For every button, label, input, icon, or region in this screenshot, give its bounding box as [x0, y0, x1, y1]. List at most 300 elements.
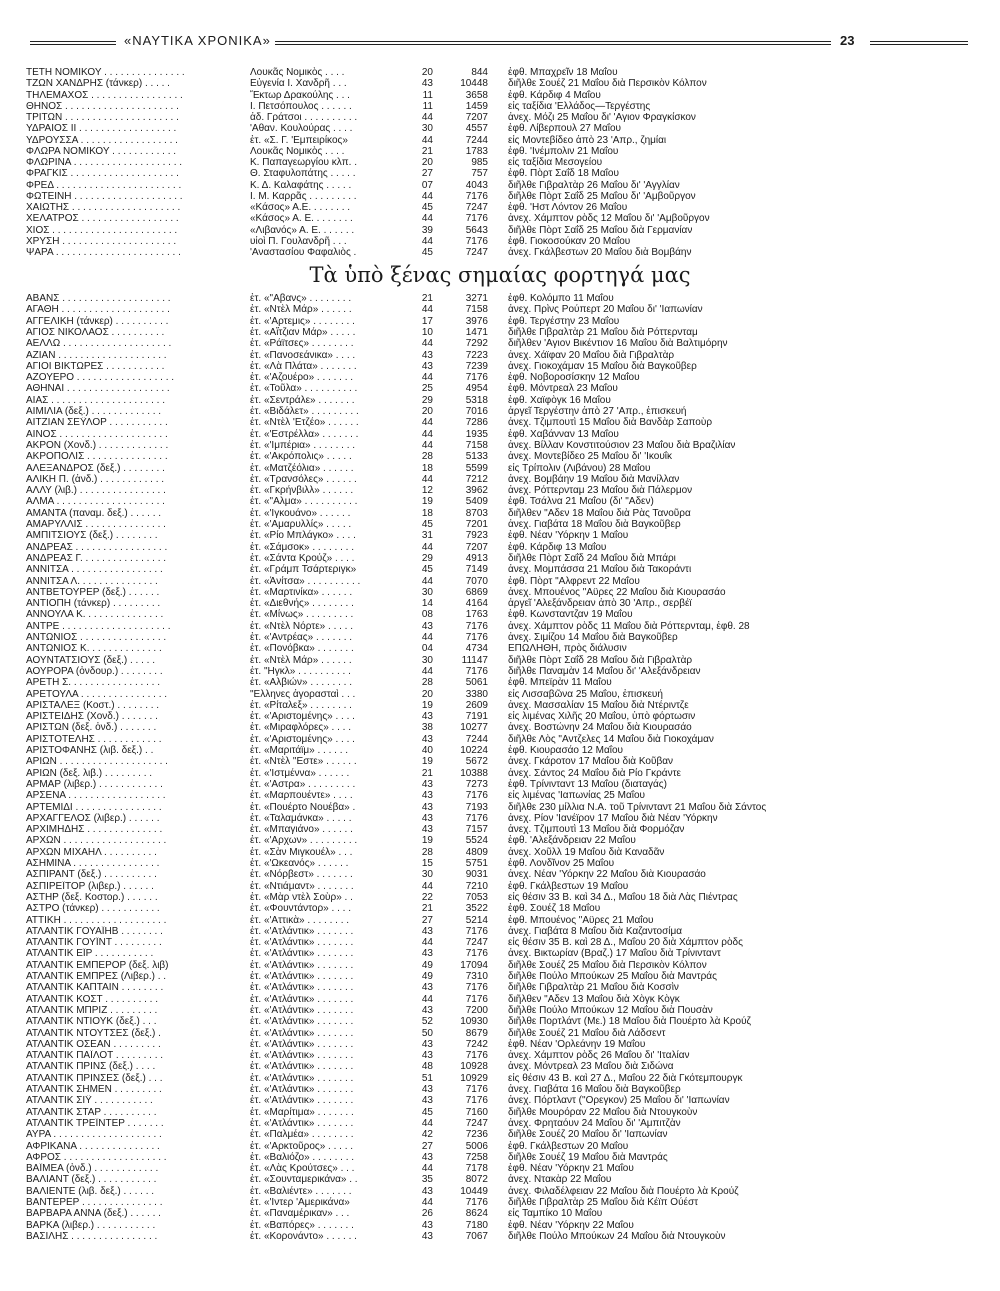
- ship-age: 44: [421, 575, 433, 587]
- ship-row: [0, 858, 1000, 869]
- ship-name: ΑΟΥΡΟΡΑ (ὀνδουρ.) . . . . . . . .: [26, 665, 163, 677]
- ship-age: 21: [421, 293, 433, 304]
- ship-status: ἀνεχ. Μόντρεαλ 23 Μαΐου διὰ Σιδώνα: [508, 1061, 674, 1073]
- ship-age: 12: [421, 485, 433, 497]
- ship-status: εἰς λιμένας Χιλῆς 20 Μαΐου, ὑπὸ φόρτωσιν: [508, 711, 696, 723]
- ship-age: 43: [421, 982, 433, 994]
- ship-row: [0, 429, 1000, 440]
- ship-row: [0, 213, 1000, 224]
- ship-tonnage: 7176: [465, 190, 488, 202]
- ship-status: ἐφθ. Χαβάνναν 13 Μαΐου: [508, 428, 619, 440]
- ship-age: 44: [421, 1117, 433, 1129]
- ship-status: διῆλθεν 'Αγιον Βικέντιον 16 Μαΐου διὰ Βαλτιμόρην: [508, 338, 728, 350]
- ship-tonnage: 10224: [460, 745, 488, 756]
- ship-status: ἐφθ. Λίβερπουλ 27 Μαΐου: [508, 123, 621, 135]
- ship-owner: ἐτ. «'Αντρέας» . . . . . . .: [250, 632, 353, 643]
- ship-name: ΑΝΝΟΥΛΑ Κ. . . . . . . . . . . . . . .: [26, 609, 164, 621]
- ship-owner: ἐτ. «'Ωκεανός» . . . . . .: [250, 858, 349, 869]
- ship-name: ΑΦΡΙΚΑΝΑ . . . . . . . . . . . . . . .: [26, 1140, 160, 1152]
- header-rule-right: [870, 41, 968, 45]
- ship-age: 19: [421, 496, 433, 508]
- ship-name: ΑΡΜΑΡ (λιβερ.) . . . . . . . . . . . .: [26, 778, 163, 790]
- ship-age: 44: [421, 1163, 433, 1175]
- ship-tonnage: 8624: [465, 1208, 488, 1220]
- ship-owner: Κ. Δ. Καλαφάτης . . . . .: [250, 179, 352, 191]
- ship-age: 43: [421, 1230, 433, 1242]
- ship-owner: ἐτ. «'Αριστομένης» . . . .: [250, 733, 355, 745]
- ship-status: διῆλθε Σουέζ 21 Μαΐου διὰ Λάδσεντ: [508, 1027, 666, 1039]
- ship-status: ἐφθ. Γιοκοσούκαν 20 Μαΐου: [508, 235, 631, 247]
- header-rule-middle: [275, 41, 831, 45]
- ship-tonnage: 3271: [465, 293, 488, 304]
- ship-age: 27: [421, 1140, 433, 1152]
- ship-name: ΑΡΙΣΤΑΛΕΞ (Κοστ.) . . . . . . . .: [26, 699, 160, 711]
- ship-row: [0, 1005, 1000, 1016]
- ship-name: ΦΛΩΡΑ ΝΟΜΙΚΟΥ . . . . . . . . . . . .: [26, 145, 177, 157]
- ship-age: 27: [421, 914, 433, 926]
- ship-tonnage: 7176: [465, 1197, 488, 1208]
- ship-tonnage: 7193: [465, 801, 488, 813]
- ship-owner: ἐτ. «'Αρκτοῦρος» . . . . .: [250, 1140, 354, 1152]
- ship-owner: ἐτ. «Μὰρ ντὲλ Σοὺρ» . .: [250, 891, 353, 903]
- ship-name: ΑΛΜΑ . . . . . . . . . . . . . . . . . . . .: [26, 496, 165, 508]
- ship-owner: ἐτ. «'Ατλάντικ» . . . . . . .: [250, 1004, 354, 1016]
- ship-row: [0, 666, 1000, 677]
- ship-status: ἐφθ. Λονδῖνον 25 Μαΐου: [508, 858, 615, 869]
- ship-row: [0, 982, 1000, 993]
- ship-status: ἐφθ. Νέαν 'Ορλεάνην 19 Μαΐου: [508, 1038, 646, 1050]
- ship-owner: ἐτ. «Μαρπουέντε» . . . .: [250, 790, 353, 802]
- ship-age: 43: [421, 824, 433, 836]
- ship-tonnage: 10928: [460, 1061, 488, 1073]
- ship-owner: υἱοὶ Π. Γουλανδρῆ . . .: [250, 235, 347, 247]
- ship-status: διῆλθε Γιβραλτὰρ 26 Μαΐου δι' 'Αγγλίαν: [508, 179, 680, 191]
- ship-status: διῆλθε Πὸρτ Σαΐδ 25 Μαΐου διὰ Γερμανίαν: [508, 224, 693, 236]
- ship-tonnage: 7247: [465, 247, 488, 258]
- ship-name: ΑΤΛΑΝΤΙΚ ΤΡΕΪΝΤΕΡ . . . . . . .: [26, 1117, 164, 1129]
- ship-owner: ἐτ. «'Ακρόπολις» . . . . .: [250, 451, 352, 463]
- ship-age: 29: [421, 552, 433, 564]
- ship-status: ἀνεχ. Μόζι 25 Μαΐου δι' 'Αγιον Φραγκίσκον: [508, 112, 696, 123]
- ship-tonnage: 7191: [465, 711, 488, 723]
- ship-tonnage: 757: [471, 168, 488, 180]
- ship-name: ΑΙΤΖΙΑΝ ΣΕΫΛΟΡ . . . . . . . . . . .: [26, 417, 168, 429]
- ship-row: [0, 971, 1000, 982]
- ship-status: ἀνεχ. Φιλαδέλφειαν 22 Μαΐου διὰ Πουέρτο λὰ Κρούζ: [508, 1185, 739, 1197]
- ship-age: 43: [421, 620, 433, 632]
- ship-row: [0, 1220, 1000, 1231]
- ship-age: 44: [421, 473, 433, 485]
- ship-owner: «Λιβανός» Α. Ε. . . . . . .: [250, 224, 355, 236]
- ship-row: [0, 372, 1000, 383]
- ship-tonnage: 3962: [465, 485, 488, 497]
- ship-age: 19: [421, 835, 433, 847]
- ship-row: [0, 1028, 1000, 1039]
- header-rule-left: [30, 41, 116, 45]
- ship-status: ἐφθ. Νοβοροσίσκην 12 Μαΐου: [508, 372, 640, 384]
- ship-tonnage: 7053: [465, 891, 488, 903]
- ship-name: ΤΡΙΤΩΝ . . . . . . . . . . . . . . . . . . . . .: [26, 112, 179, 123]
- ship-row: [0, 655, 1000, 666]
- ship-name: ΤΖΩΝ ΧΑΝΔΡΗΣ (τάνκερ) . . . . .: [26, 78, 170, 90]
- ship-tonnage: 10449: [460, 1185, 488, 1197]
- ship-status: διῆλθε Πὸρτ Σαΐδ 25 Μαΐου δι' 'Αμβοῦργον: [508, 190, 696, 202]
- ship-row: [0, 903, 1000, 914]
- ship-age: 44: [421, 993, 433, 1005]
- ship-tonnage: 7176: [465, 982, 488, 994]
- ship-status: ἐφθ. Νέαν 'Υόρκην 1 Μαΐου: [508, 530, 629, 542]
- ship-status: διῆλθε Πὸρτ Σαΐδ 28 Μαΐου διὰ Γιβραλτὰρ: [508, 654, 693, 666]
- ship-tonnage: 4954: [465, 383, 488, 395]
- ship-row: [0, 406, 1000, 417]
- ship-name: ΑΚΡΟΠΟΛΙΣ . . . . . . . . . . . . . . .: [26, 451, 168, 463]
- ship-row: [0, 180, 1000, 191]
- ship-name: ΑΓΑΘΗ . . . . . . . . . . . . . . . . . . . .: [26, 304, 170, 316]
- ship-age: 43: [421, 360, 433, 372]
- ship-age: 51: [421, 1072, 433, 1084]
- ship-tonnage: 7242: [465, 1038, 488, 1050]
- ship-owner: ἐτ. «'Εστρέλλα» . . . . . . .: [250, 428, 359, 440]
- ship-age: 30: [421, 654, 433, 666]
- ship-tonnage: 7180: [465, 1219, 488, 1231]
- ship-name: ΒΑΛΙΕΝΤΕ (λιβ. δεξ.) . . . . . .: [26, 1185, 155, 1197]
- ship-tonnage: 9031: [465, 869, 488, 881]
- ship-row: [0, 1095, 1000, 1106]
- ship-tonnage: 7286: [465, 417, 488, 429]
- ship-status: ἀνεχ. Γκάλβεστων 20 Μαΐου διὰ Βομβάην: [508, 247, 692, 258]
- ship-age: 44: [421, 417, 433, 429]
- ship-name: ΑΤΛΑΝΤΙΚ ΣΗΜΕΝ . . . . . . . . .: [26, 1084, 162, 1095]
- ship-tonnage: 7158: [465, 304, 488, 316]
- ship-row: [0, 225, 1000, 236]
- ship-age: 44: [421, 134, 433, 146]
- ship-status: ΕΠΩΛΗΘΗ, πρὸς διάλυσιν: [508, 643, 627, 655]
- ship-age: 07: [421, 179, 433, 191]
- ship-age: 49: [421, 971, 433, 982]
- ship-owner: ἐτ. «'Ιντερ 'Αμερικάνα»: [250, 1197, 350, 1208]
- ship-tonnage: 7176: [465, 790, 488, 802]
- ship-age: 44: [421, 304, 433, 316]
- ship-status: ἐφθ. Κάρδιφ 13 Μαΐου: [508, 541, 607, 553]
- ship-owner: ἐτ. «Διεθνής» . . . . . . . .: [250, 598, 354, 610]
- ship-age: 18: [421, 462, 433, 474]
- ship-row: [0, 824, 1000, 835]
- ship-tonnage: 2609: [465, 699, 488, 711]
- ship-tonnage: 7258: [465, 1151, 488, 1163]
- ship-name: ΧΕΛΑΤΡΟΣ . . . . . . . . . . . . . . . . . .: [26, 213, 179, 225]
- ship-status: ἐφθ. Σουέζ 18 Μαΐου: [508, 903, 601, 915]
- ship-row: [0, 1174, 1000, 1185]
- ship-status: ἀνεχ. Χοῦλλ 19 Μαΐου διὰ Καναδᾶν: [508, 846, 665, 858]
- ship-row: [0, 768, 1000, 779]
- ship-tonnage: 10929: [460, 1072, 488, 1084]
- ship-owner: «Κάσος» Α. Ε. . . . . . . .: [250, 213, 353, 225]
- ship-owner: ἐτ. «Μιραφλόρες» . . . .: [250, 722, 352, 734]
- ship-tonnage: 1763: [465, 609, 488, 621]
- ship-age: 43: [421, 1038, 433, 1050]
- ship-name: ΑΣΤΗΡ (δεξ. Κοστορ.) . . . . . .: [26, 891, 158, 903]
- ship-name: ΑΝΔΡΕΑΣ . . . . . . . . . . . . . . . . .: [26, 541, 168, 553]
- ship-owner: Ι. Μ. Καρρᾶς . . . . . . . . .: [250, 190, 357, 202]
- ship-status: ἐφθ. Μπεϊρὰν 11 Μαΐου: [508, 677, 612, 689]
- ship-name: ΑΣΗΜΙΝΑ . . . . . . . . . . . . . . . .: [26, 858, 160, 869]
- ship-row: [0, 112, 1000, 123]
- ship-tonnage: 11147: [461, 654, 488, 666]
- ship-status: ἐφθ. 'Ινέμπολιν 21 Μαΐου: [508, 145, 619, 157]
- ship-tonnage: 3976: [465, 315, 488, 327]
- ship-row: [0, 157, 1000, 168]
- ship-owner: ἐτ. «Παναμέρικαν» . . .: [250, 1208, 350, 1220]
- ship-owner: ἐτ. «'Ιγκουάνο» . . . . . .: [250, 507, 351, 519]
- ship-age: 50: [421, 1027, 433, 1039]
- ship-owner: ἐτ. «'Ατλάντικ» . . . . . . .: [250, 982, 354, 994]
- ship-status: ἀνεχ. Γιαβάτα 16 Μαΐου διὰ Βαγκοῦβερ: [508, 1084, 681, 1095]
- ship-age: 48: [421, 1061, 433, 1073]
- ship-name: ΑΡΧΩΝ . . . . . . . . . . . . . . . . . . .: [26, 835, 167, 847]
- ship-age: 08: [421, 609, 433, 621]
- ship-row: [0, 1141, 1000, 1152]
- ship-row: [0, 463, 1000, 474]
- ship-row: [0, 361, 1000, 372]
- ship-owner: ἐτ. «Σὰν Μιγκουέλ» . . .: [250, 846, 353, 858]
- ship-tonnage: 7176: [465, 993, 488, 1005]
- ship-age: 43: [421, 711, 433, 723]
- ship-tonnage: 3380: [465, 688, 488, 700]
- ship-name: ΑΒΑΝΣ . . . . . . . . . . . . . . . . . . . .: [26, 293, 171, 304]
- ship-owner: ἐτ. «Ντὲλ "Εστε» . . . . . .: [250, 756, 357, 768]
- ship-age: 20: [421, 67, 433, 78]
- ship-owner: ἀδ. Γράτσοι . . . . . . . . . .: [250, 112, 358, 123]
- ship-name: ΑΡΙΣΤΩΝ (δεξ. ὀνδ.) . . . . . . .: [26, 722, 157, 734]
- ship-owner: ἐτ. «Ντὲλ Νόρτε» . . . . .: [250, 620, 354, 632]
- ship-row: [0, 202, 1000, 213]
- ship-name: ΒΑΝΤΕΡΕΡ . . . . . . . . . . . . . . .: [26, 1197, 163, 1208]
- ship-name: ΑΤΛΑΝΤΙΚ ΠΡΙΝΣΕΣ (δεξ.) . . .: [26, 1072, 163, 1084]
- ship-row: [0, 813, 1000, 824]
- ship-age: 21: [421, 767, 433, 779]
- ship-owner: ἐτ. «Ντὲλ Μάρ» . . . . . .: [250, 304, 352, 316]
- ship-status: ἀνεχ. Βικτωρίαν (Βραζ.) 17 Μαΐου διὰ Τρίνινταντ: [508, 948, 721, 960]
- ship-age: 28: [421, 846, 433, 858]
- ship-status: ἀνεχ. Πόρτλαντ ("Ορεγκον) 25 Μαΐου δι' 'Ιαπωνίαν: [508, 1095, 730, 1107]
- ship-owner: ἐτ. «Αλβιών» . . . . . . . .: [250, 677, 352, 689]
- ship-name: ΑΝΝΙΤΣΑ Λ. . . . . . . . . . . . . . .: [26, 575, 158, 587]
- ship-status: εἰς Μοντεβίδεο ἀπὸ 23 'Απρ., ζημίαι: [508, 134, 667, 146]
- ship-row: [0, 236, 1000, 247]
- ship-name: ΑΜΑΝΤΑ (παναμ. δεξ.) . . . . . .: [26, 507, 162, 519]
- ship-status: ἐφθ. Πὸρτ Σαΐδ 18 Μαΐου: [508, 168, 619, 180]
- ship-name: ΑΡΕΤΟΥΛΑ . . . . . . . . . . . . . . . .: [26, 688, 168, 700]
- ship-name: ΑΡΤΕΜΙΔΙ . . . . . . . . . . . . . . . .: [26, 801, 162, 813]
- ship-row: [0, 1050, 1000, 1061]
- ship-owner: ἐτ. «Κορονάντο» . . . . . .: [250, 1230, 357, 1242]
- ship-age: 43: [421, 733, 433, 745]
- ship-status: ἐφθ. Γκάλβεστων 20 Μαΐου: [508, 1140, 629, 1152]
- ship-status: ἐφθ. Κωνσταντζαν 19 Μαΐου: [508, 609, 633, 621]
- ship-status: ἀνεχ. Μομπάσσα 21 Μαΐου διὰ Τακοράντι: [508, 564, 692, 576]
- ship-age: 44: [421, 372, 433, 384]
- ship-row: [0, 451, 1000, 462]
- ship-age: 20: [421, 157, 433, 168]
- ship-name: ΨΑΡΑ . . . . . . . . . . . . . . . . . . . . . . .: [26, 247, 181, 258]
- ship-row: [0, 881, 1000, 892]
- ship-age: 30: [421, 869, 433, 881]
- ship-row: [0, 553, 1000, 564]
- ship-age: 30: [421, 586, 433, 598]
- ship-row: [0, 734, 1000, 745]
- ship-name: ΑΓΙΟΙ ΒΙΚΤΩΡΕΣ . . . . . . . . . . .: [26, 360, 165, 372]
- ship-status: ἐφθ. Πὸρτ "Αλφρεντ 22 Μαΐου: [508, 575, 640, 587]
- ship-row: [0, 677, 1000, 688]
- ship-status: διῆλθε Σουέζ 19 Μαΐου διὰ Μαντράς: [508, 1151, 668, 1163]
- ship-age: 19: [421, 699, 433, 711]
- ship-row: [0, 1039, 1000, 1050]
- ship-row: [0, 892, 1000, 903]
- ship-owner: ἐτ. «'Ατλάντικ» . . . . . . .: [250, 1050, 354, 1062]
- ship-name: ΑΣΠΙΡΕΪΤΟΡ (λιβερ.) . . . . . .: [26, 880, 154, 892]
- ship-status: διῆλθε Σουέζ 20 Μαΐου δι' 'Ιαπωνίαν: [508, 1129, 668, 1141]
- ship-name: ΑΙΝΟΣ . . . . . . . . . . . . . . . . . . . .: [26, 428, 168, 440]
- ship-name: ΑΡΕΤΗ Σ. . . . . . . . . . . . . . . . .: [26, 677, 160, 689]
- ship-tonnage: 7157: [465, 824, 488, 836]
- ship-owner: ἐτ. «Ταλαμάνκα» . . . . .: [250, 812, 352, 824]
- ship-age: 20: [421, 688, 433, 700]
- ship-age: 43: [421, 801, 433, 813]
- ship-owner: ἐτ. «Νόρβεστ» . . . . . . .: [250, 869, 353, 881]
- ship-name: ΥΔΡΟΥΣΣΑ . . . . . . . . . . . . . . . . . .: [26, 134, 178, 146]
- ship-age: 26: [421, 1208, 433, 1220]
- ship-owner: ἐτ. "Ηγκλ» . . . . . . . . . .: [250, 665, 351, 677]
- ship-age: 43: [421, 812, 433, 824]
- ship-status: εἰς Τρίπολιν (Λιβάνου) 28 Μαΐου: [508, 462, 651, 474]
- ship-tonnage: 4557: [465, 123, 488, 135]
- ship-status: ἀνεχ. Φρηταόυν 24 Μαΐου δι' 'Αμπιτζὰν: [508, 1117, 681, 1129]
- ship-owner: ἐτ. «Τρανσόλες» . . . . . .: [250, 473, 357, 485]
- ship-tonnage: 5643: [465, 224, 488, 236]
- ship-name: ΒΑΛΙΑΝΤ (δεξ.) . . . . . . . . . . .: [26, 1174, 157, 1186]
- ship-name: ΑΟΥΝΤΑΤΣΙΟΥΣ (δεξ.) . . . . .: [26, 654, 155, 666]
- ship-age: 44: [421, 213, 433, 225]
- ship-owner: ἐτ. «Ρίο Μπλάγκο» . . . .: [250, 530, 356, 542]
- ship-owner: ἐτ. «'Αρχων» . . . . . . . . .: [250, 835, 358, 847]
- ship-status: ἐφθ. Νέαν 'Υόρκην 21 Μαΐου: [508, 1163, 634, 1175]
- ship-name: ΑΚΡΟΝ (Χονδ.) . . . . . . . . . . . . .: [26, 439, 169, 451]
- ship-age: 38: [421, 722, 433, 734]
- ship-name: ΑΖΙΑΝ . . . . . . . . . . . . . . . . . . . .: [26, 349, 167, 361]
- ship-tonnage: 6869: [465, 586, 488, 598]
- ship-tonnage: 7070: [465, 575, 488, 587]
- ship-row: [0, 474, 1000, 485]
- ship-name: ΑΜΑΡΥΛΛΙΣ . . . . . . . . . . . . . . .: [26, 519, 166, 530]
- ship-row: [0, 621, 1000, 632]
- ship-age: 44: [421, 937, 433, 949]
- ship-name: ΑΤΛΑΝΤΙΚ ΜΠΡΙΖ . . . . . . . . .: [26, 1004, 158, 1016]
- ship-name: ΑΡΙΩΝ . . . . . . . . . . . . . . . . . . . .: [26, 756, 168, 768]
- ship-owner: ἐτ. «'Ατλάντικ» . . . . . . .: [250, 1038, 354, 1050]
- ship-status: διῆλθε Πούλο Μπούκων 12 Μαΐου διὰ Πουσὰν: [508, 1004, 713, 1016]
- ship-name: ΑΡΧΑΓΓΕΛΟΣ (λιβερ.) . . . . . .: [26, 812, 160, 824]
- ship-row: [0, 123, 1000, 134]
- ship-age: 44: [421, 338, 433, 350]
- ship-tonnage: 7176: [465, 235, 488, 247]
- ship-status: ἀνεχ. Γιαβάτα 18 Μαΐου διὰ Βαγκοῦβερ: [508, 519, 681, 530]
- ship-row: [0, 350, 1000, 361]
- ship-row: [0, 700, 1000, 711]
- ship-name: ΤΗΛΕΜΑΧΟΣ . . . . . . . . . . . . . . . . .: [26, 89, 183, 101]
- ship-age: 43: [421, 78, 433, 90]
- ship-row: [0, 327, 1000, 338]
- ship-status: ἐφθ. Μόντρεαλ 23 Μαΐου: [508, 383, 618, 395]
- ship-owner: ἐτ. «Σουνταμερικάνα» . .: [250, 1174, 358, 1186]
- ship-row: [0, 576, 1000, 587]
- ship-age: 44: [421, 632, 433, 643]
- ship-status: ἀνεχ. Σάντος 24 Μαΐου διὰ Ρίο Γκράντε: [508, 767, 681, 779]
- ship-age: 43: [421, 349, 433, 361]
- ship-tonnage: 7201: [465, 519, 488, 530]
- ship-name: ΑΣΠΙΡΑΝΤ (δεξ.) . . . . . . . . . .: [26, 869, 157, 881]
- ship-tonnage: 10930: [460, 1016, 488, 1028]
- ship-name: ΑΥΡΑ . . . . . . . . . . . . . . . . . . . .: [26, 1129, 162, 1141]
- ship-tonnage: 7236: [465, 1129, 488, 1141]
- ship-age: 52: [421, 1016, 433, 1028]
- ship-age: 43: [421, 1185, 433, 1197]
- ship-owner: ἐτ. «Πανοσεάνικα» . . . .: [250, 349, 356, 361]
- ship-row: [0, 1163, 1000, 1174]
- ship-row: [0, 1073, 1000, 1084]
- ship-tonnage: 17094: [460, 959, 488, 971]
- ship-status: διῆλθε Πούλο Μπούκων 25 Μαΐου διὰ Μαντράς: [508, 971, 717, 982]
- ship-age: 40: [421, 745, 433, 756]
- ship-owner: ἐτ. «'Ατλάντικ» . . . . . . .: [250, 971, 354, 982]
- header-title: «ΝΑΥΤΙΚΑ ΧΡΟΝΙΚΑ»: [124, 33, 271, 48]
- ship-owner: Εὐγενία Ι. Χανδρῆ . . .: [250, 78, 347, 90]
- ship-row: [0, 1231, 1000, 1242]
- ship-name: ΑΡΙΣΤΕΙΔΗΣ (Χονδ.) . . . . . . .: [26, 711, 158, 723]
- ship-name: ΑΝΤΙΟΠΗ (τάνκερ) . . . . . . . . .: [26, 598, 161, 610]
- ship-name: ΑΡΙΣΤΟΦΑΝΗΣ (λιβ. δεξ.) . .: [26, 745, 154, 756]
- ship-row: [0, 485, 1000, 496]
- ship-owner: ἐτ. «'Ατλάντικ» . . . . . . .: [250, 959, 354, 971]
- ship-row: [0, 802, 1000, 813]
- ship-row: [0, 1208, 1000, 1219]
- ship-name: ΑΙΑΣ . . . . . . . . . . . . . . . . . . . . .: [26, 394, 165, 406]
- ship-row: [0, 643, 1000, 654]
- ship-tonnage: 7244: [465, 733, 488, 745]
- ship-row: [0, 1084, 1000, 1095]
- ship-status: διῆλθεν "Αδεν 13 Μαΐου διὰ Χὸγκ Κὸγκ: [508, 993, 680, 1005]
- ship-row: [0, 869, 1000, 880]
- ship-age: 44: [421, 112, 433, 123]
- ship-row: [0, 67, 1000, 78]
- ship-row: [0, 926, 1000, 937]
- ship-tonnage: 7247: [465, 1117, 488, 1129]
- ship-owner: ἐτ. «Βαλιόζο» . . . . . . . .: [250, 1151, 355, 1163]
- ship-age: 44: [421, 880, 433, 892]
- ship-status: ἀνεχ. Γιοκοχάμαν 15 Μαΐου διὰ Βαγκοῦβερ: [508, 360, 697, 372]
- ship-name: ΑΤΛΑΝΤΙΚ ΠΑΪΛΟΤ . . . . . . . . .: [26, 1050, 164, 1062]
- ship-tonnage: 7067: [465, 1230, 488, 1242]
- ship-owner: 'Αθαν. Κουλούρας . . . .: [250, 123, 353, 135]
- ship-name: ΘΗΝΟΣ . . . . . . . . . . . . . . . . . . . . .: [26, 100, 179, 112]
- ship-row: [0, 711, 1000, 722]
- ship-owner: ἐτ. «Ντὲλ Μάρ» . . . . . .: [250, 654, 352, 666]
- ship-status: εἰς θέσιν 35 Β. καὶ 28 Δ., Μαΐου 20 διὰ Χάμπτον ρὸδς: [508, 937, 743, 949]
- ship-owner: 'Αναστασίου Φαφαλιὸς .: [250, 247, 357, 258]
- ship-row: [0, 994, 1000, 1005]
- ship-status: ἀνεχ. Μασσαλίαν 15 Μαΐου διὰ Ντέριντζε: [508, 699, 689, 711]
- ship-age: 45: [421, 564, 433, 576]
- ship-name: ΑΡΙΣΤΟΤΕΛΗΣ . . . . . . . . . . . .: [26, 733, 162, 745]
